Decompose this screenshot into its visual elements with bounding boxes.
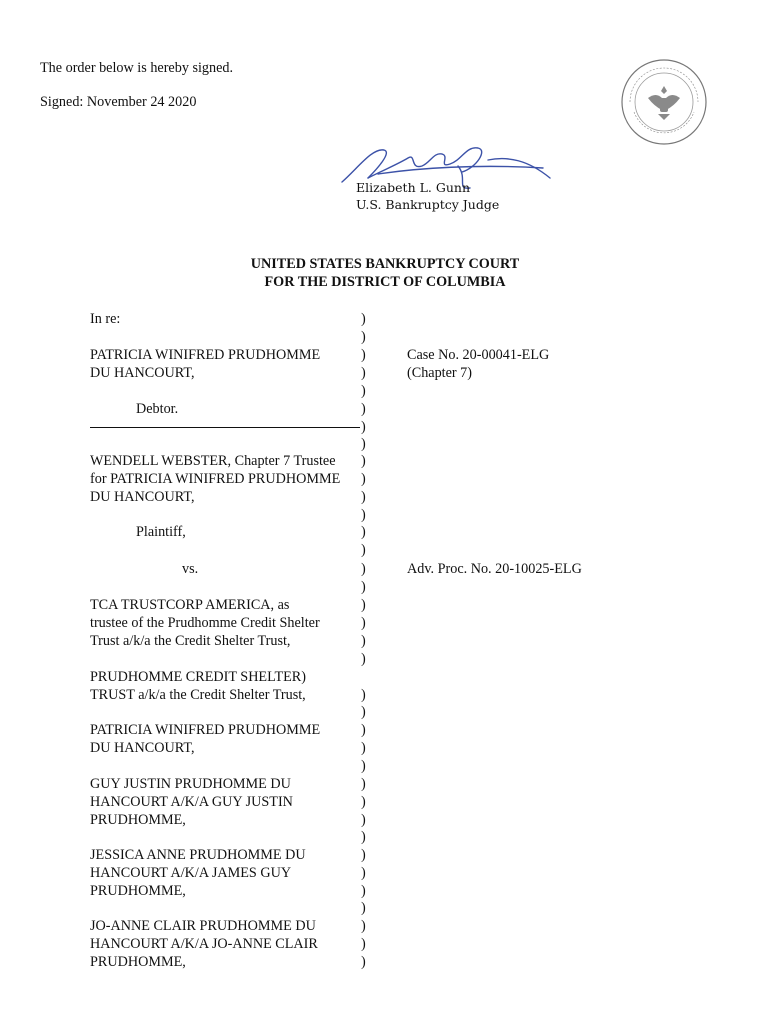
plaintiff-name-line: WENDELL WEBSTER, Chapter 7 Trustee <box>90 453 336 469</box>
debtor-role: Debtor. <box>136 401 179 417</box>
defendant-name-line: trustee of the Prudhomme Credit Shelter <box>90 615 320 631</box>
signed-date: Signed: November 24 2020 <box>40 94 197 110</box>
caption-paren: ) <box>361 365 366 381</box>
debtor-name-line: PATRICIA WINIFRED PRUDHOMME <box>90 347 321 363</box>
caption-paren: ) <box>361 687 366 703</box>
caption-paren: ) <box>361 794 366 810</box>
caption-paren: ) <box>361 918 366 934</box>
caption-paren: ) <box>361 597 366 613</box>
caption-paren: ) <box>361 651 366 667</box>
defendant-name-line: PRUDHOMME CREDIT SHELTER) <box>90 669 306 685</box>
judge-name: Elizabeth L. Gunn <box>356 180 470 195</box>
caption-paren: ) <box>361 401 366 417</box>
caption-paren: ) <box>361 615 366 631</box>
case-number: Case No. 20-00041-ELG <box>407 347 550 363</box>
case-chapter: (Chapter 7) <box>407 365 473 381</box>
defendant-name-line: HANCOURT A/K/A GUY JUSTIN <box>90 794 293 810</box>
caption-paren: ) <box>361 758 366 774</box>
defendant-name-line: TCA TRUSTCORP AMERICA, as <box>90 597 290 613</box>
defendant-name-line: PATRICIA WINIFRED PRUDHOMME <box>90 722 321 738</box>
caption-paren: ) <box>361 561 366 577</box>
caption-paren: ) <box>361 847 366 863</box>
caption-paren: ) <box>361 419 366 435</box>
caption-paren: ) <box>361 722 366 738</box>
defendant-name-line: PRUDHOMME, <box>90 812 186 828</box>
court-district: FOR THE DISTRICT OF COLUMBIA <box>264 274 506 290</box>
caption-paren: ) <box>361 524 366 540</box>
defendant-name-line: HANCOURT A/K/A JO-ANNE CLAIR <box>90 936 318 952</box>
caption-paren: ) <box>361 471 366 487</box>
defendant-name-line: JO-ANNE CLAIR PRUDHOMME DU <box>90 918 316 934</box>
plaintiff-name-line: for PATRICIA WINIFRED PRUDHOMME <box>90 471 341 487</box>
caption-paren: ) <box>361 542 366 558</box>
caption-paren: ) <box>361 776 366 792</box>
defendant-name-line: TRUST a/k/a the Credit Shelter Trust, <box>90 687 306 703</box>
caption-paren: ) <box>361 954 366 970</box>
caption-paren: ) <box>361 579 366 595</box>
caption-paren: ) <box>361 436 366 452</box>
caption-paren: ) <box>361 883 366 899</box>
plaintiff-name-line: DU HANCOURT, <box>90 489 195 505</box>
caption-divider <box>90 427 360 428</box>
caption-paren: ) <box>361 311 366 327</box>
caption-paren: ) <box>361 453 366 469</box>
caption-paren: ) <box>361 383 366 399</box>
debtor-name-line: DU HANCOURT, <box>90 365 195 381</box>
adversary-proceeding-number: Adv. Proc. No. 20-10025-ELG <box>407 561 582 577</box>
defendant-name-line: JESSICA ANNE PRUDHOMME DU <box>90 847 306 863</box>
plaintiff-role: Plaintiff, <box>136 524 186 540</box>
caption-paren: ) <box>361 829 366 845</box>
caption-paren: ) <box>361 329 366 345</box>
caption-paren: ) <box>361 507 366 523</box>
caption-paren: ) <box>361 489 366 505</box>
defendant-name-line: DU HANCOURT, <box>90 740 195 756</box>
court-name: UNITED STATES BANKRUPTCY COURT <box>250 256 520 272</box>
caption-paren: ) <box>361 865 366 881</box>
caption-paren: ) <box>361 704 366 720</box>
defendant-name-line: GUY JUSTIN PRUDHOMME DU <box>90 776 291 792</box>
defendant-name-line: HANCOURT A/K/A JAMES GUY <box>90 865 292 881</box>
caption-paren: ) <box>361 936 366 952</box>
defendant-name-line: Trust a/k/a the Credit Shelter Trust, <box>90 633 291 649</box>
defendant-name-line: PRUDHOMME, <box>90 883 186 899</box>
court-seal <box>620 58 708 146</box>
caption-paren: ) <box>361 900 366 916</box>
versus-label: vs. <box>182 561 199 577</box>
defendant-name-line: PRUDHOMME, <box>90 954 186 970</box>
caption-paren: ) <box>361 347 366 363</box>
judge-title: U.S. Bankruptcy Judge <box>356 197 500 212</box>
caption-paren: ) <box>361 633 366 649</box>
order-signed-note: The order below is hereby signed. <box>40 60 234 76</box>
in-re-label: In re: <box>90 311 121 327</box>
caption-paren: ) <box>361 812 366 828</box>
caption-paren: ) <box>361 740 366 756</box>
